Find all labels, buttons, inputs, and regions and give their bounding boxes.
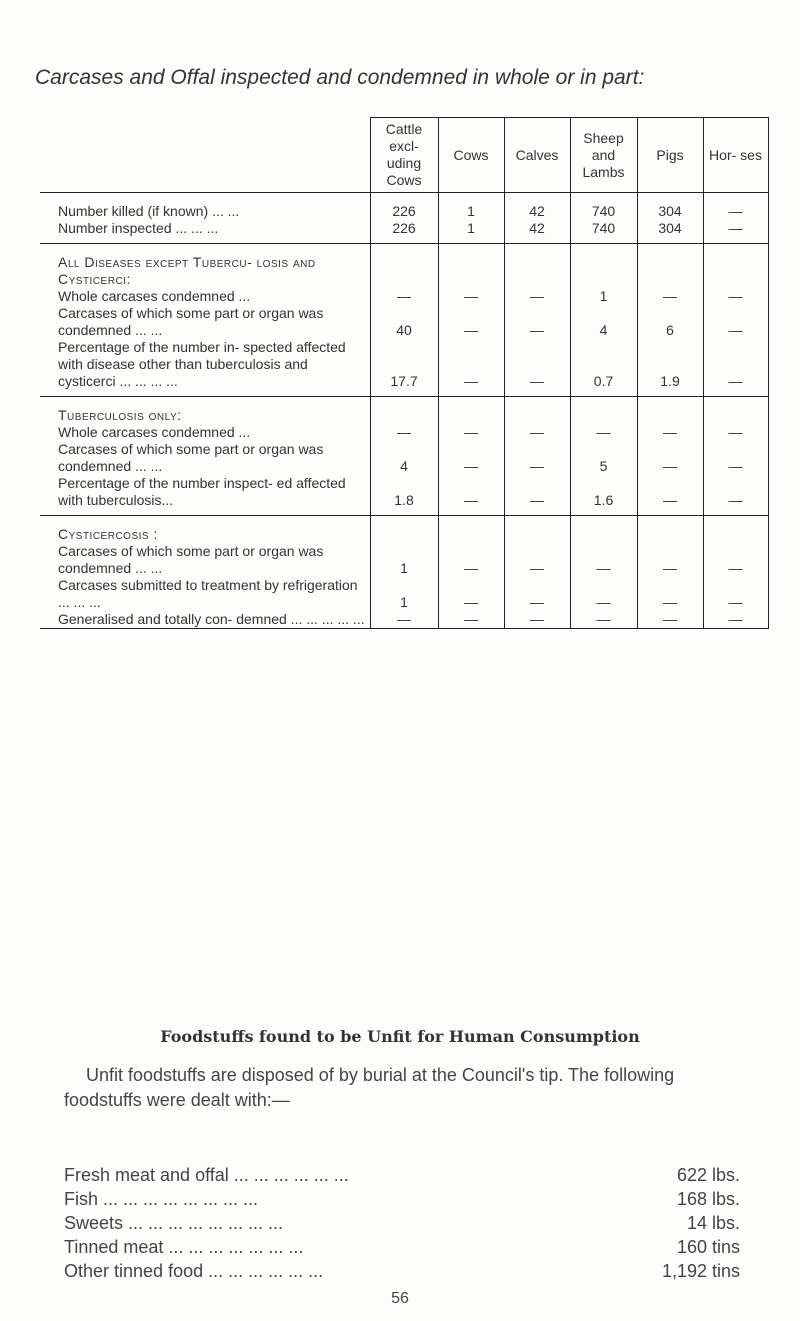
cell [703, 244, 768, 289]
cell: 1 [438, 193, 504, 221]
cell: — [703, 288, 768, 305]
cell: — [504, 441, 570, 475]
cell: — [637, 288, 703, 305]
cell: — [637, 543, 703, 577]
row-label: Whole carcases condemned ... [40, 424, 370, 441]
section-heading-cysticercosis: Cysticercosis : [40, 516, 370, 544]
cell [370, 516, 438, 544]
col-header-sheep: Sheep and Lambs [570, 118, 637, 193]
cell: 1.6 [570, 475, 637, 516]
cell [703, 397, 768, 425]
foodstuff-name: Sweets ... ... ... ... ... ... ... ... [64, 1213, 284, 1233]
cell: — [703, 424, 768, 441]
cell [438, 397, 504, 425]
cell: 1 [570, 288, 637, 305]
cell: 6 [637, 305, 703, 339]
cell: 4 [370, 441, 438, 475]
cell: 0.7 [570, 339, 637, 397]
table-row [40, 193, 768, 221]
cell: — [370, 611, 438, 629]
cell: — [504, 611, 570, 629]
cell: — [504, 424, 570, 441]
table-header-row [40, 118, 768, 193]
list-item [64, 1237, 740, 1261]
table-row [40, 424, 768, 441]
foodstuff-name: Fish ... ... ... ... ... ... ... ... [64, 1189, 259, 1209]
cell [504, 397, 570, 425]
cell: — [703, 441, 768, 475]
cell: 42 [504, 220, 570, 244]
cell [570, 516, 637, 544]
cell: — [703, 305, 768, 339]
cell: — [438, 305, 504, 339]
table-row [40, 288, 768, 305]
table-row [40, 577, 768, 611]
cell: — [703, 220, 768, 244]
foodstuff-quantity: 622 lbs. [676, 1165, 740, 1185]
cell: — [703, 543, 768, 577]
cell: — [703, 475, 768, 516]
cell: 5 [570, 441, 637, 475]
paragraph-disposal: Unfit foodstuffs are disposed of by burial at the Council's tip. The following foodstuffs were dealt with:— [64, 1065, 675, 1110]
cell [504, 516, 570, 544]
cell [370, 397, 438, 425]
cell: 740 [570, 220, 637, 244]
list-item [64, 1165, 740, 1189]
row-label: Number inspected ... ... ... [40, 220, 370, 244]
list-item [64, 1189, 740, 1213]
row-label: Carcases of which some part or organ was condemned ... ... [40, 305, 370, 339]
cell [370, 244, 438, 289]
section-heading-row [40, 516, 768, 544]
cell: 304 [637, 220, 703, 244]
table-row [40, 441, 768, 475]
foodstuff-quantity: 160 tins [676, 1237, 740, 1257]
foodstuffs-list [64, 1165, 740, 1285]
section-heading-all-diseases: All Diseases except Tubercu- losis and Cysticerci: [40, 244, 370, 289]
cell: 1.9 [637, 339, 703, 397]
cell: 4 [570, 305, 637, 339]
cell: 740 [570, 193, 637, 221]
cell: — [504, 577, 570, 611]
cell: — [637, 611, 703, 629]
cell: — [370, 424, 438, 441]
col-header-calves: Calves [504, 118, 570, 193]
table-row [40, 339, 768, 397]
cell: — [637, 475, 703, 516]
cell: — [637, 441, 703, 475]
cell: — [504, 475, 570, 516]
row-label: Whole carcases condemned ... [40, 288, 370, 305]
cell: — [438, 475, 504, 516]
cell: — [703, 611, 768, 629]
section-heading-row [40, 244, 768, 289]
cell: — [438, 611, 504, 629]
foodstuff-quantity: 1,192 tins [661, 1261, 740, 1281]
cell [703, 516, 768, 544]
cell: — [438, 577, 504, 611]
col-header-pigs: Pigs [637, 118, 703, 193]
row-label: Carcases of which some part or organ was condemned ... ... [40, 441, 370, 475]
cell: — [637, 424, 703, 441]
col-header-cows: Cows [438, 118, 504, 193]
col-header-cattle: Cattle excl- uding Cows [370, 118, 438, 193]
foodstuff-name: Fresh meat and offal ... ... ... ... ... ... [64, 1165, 349, 1185]
col-header-horses: Hor- ses [703, 118, 768, 193]
table-row [40, 543, 768, 577]
table-row [40, 611, 768, 629]
foodstuff-name: Tinned meat ... ... ... ... ... ... ... [64, 1237, 304, 1257]
cell: — [438, 288, 504, 305]
cell [570, 397, 637, 425]
section-heading-row [40, 397, 768, 425]
cell: — [570, 543, 637, 577]
table-row [40, 305, 768, 339]
row-label: Percentage of the number in- spected affected with disease other than tuberculosis and cysticerci ... ... ... ... [40, 339, 370, 397]
page-heading: Carcases and Offal inspected and condemned in whole or in part: [35, 66, 645, 89]
list-item [64, 1261, 740, 1285]
cell: — [504, 339, 570, 397]
cell: — [504, 543, 570, 577]
cell [637, 516, 703, 544]
cell [570, 244, 637, 289]
cell: — [438, 424, 504, 441]
cell: — [438, 543, 504, 577]
cell: — [438, 339, 504, 397]
cell [637, 397, 703, 425]
table-row [40, 220, 768, 244]
cell [504, 244, 570, 289]
row-label: Percentage of the number inspect- ed affected with tuberculosis... [40, 475, 370, 516]
row-label: Carcases of which some part or organ was condemned ... ... [40, 543, 370, 577]
cell: 226 [370, 193, 438, 221]
row-label: Carcases submitted to treatment by refrigeration ... ... ... [40, 577, 370, 611]
cell: — [703, 577, 768, 611]
cell: 1 [370, 577, 438, 611]
cell: 42 [504, 193, 570, 221]
header-blank-cell [40, 118, 370, 193]
cell: — [504, 305, 570, 339]
cell [637, 244, 703, 289]
cell: — [703, 339, 768, 397]
foodstuffs-subheading: Foodstuffs found to be Unfit for Human Consumption [160, 1027, 640, 1046]
table-row [40, 475, 768, 516]
cell: — [438, 441, 504, 475]
cell: 1 [438, 220, 504, 244]
cell: 17.7 [370, 339, 438, 397]
cell: — [370, 288, 438, 305]
cell: 304 [637, 193, 703, 221]
cell: — [504, 288, 570, 305]
inspection-table [40, 117, 769, 629]
row-label: Generalised and totally con- demned ... ... ... ... ... [40, 611, 370, 629]
cell: 226 [370, 220, 438, 244]
cell: 1 [370, 543, 438, 577]
cell [438, 516, 504, 544]
cell: — [570, 424, 637, 441]
row-label: Number killed (if known) ... ... [40, 193, 370, 221]
foodstuff-quantity: 168 lbs. [676, 1189, 740, 1209]
foodstuff-quantity: 14 lbs. [686, 1213, 740, 1233]
cell: — [703, 193, 768, 221]
section-heading-tuberculosis: Tuberculosis only: [40, 397, 370, 425]
cell: 40 [370, 305, 438, 339]
page-number: 56 [391, 1290, 409, 1307]
cell: — [570, 577, 637, 611]
cell: — [637, 577, 703, 611]
list-item [64, 1213, 740, 1237]
cell: 1.8 [370, 475, 438, 516]
cell [438, 244, 504, 289]
foodstuff-name: Other tinned food ... ... ... ... ... ... [64, 1261, 324, 1281]
cell: — [570, 611, 637, 629]
